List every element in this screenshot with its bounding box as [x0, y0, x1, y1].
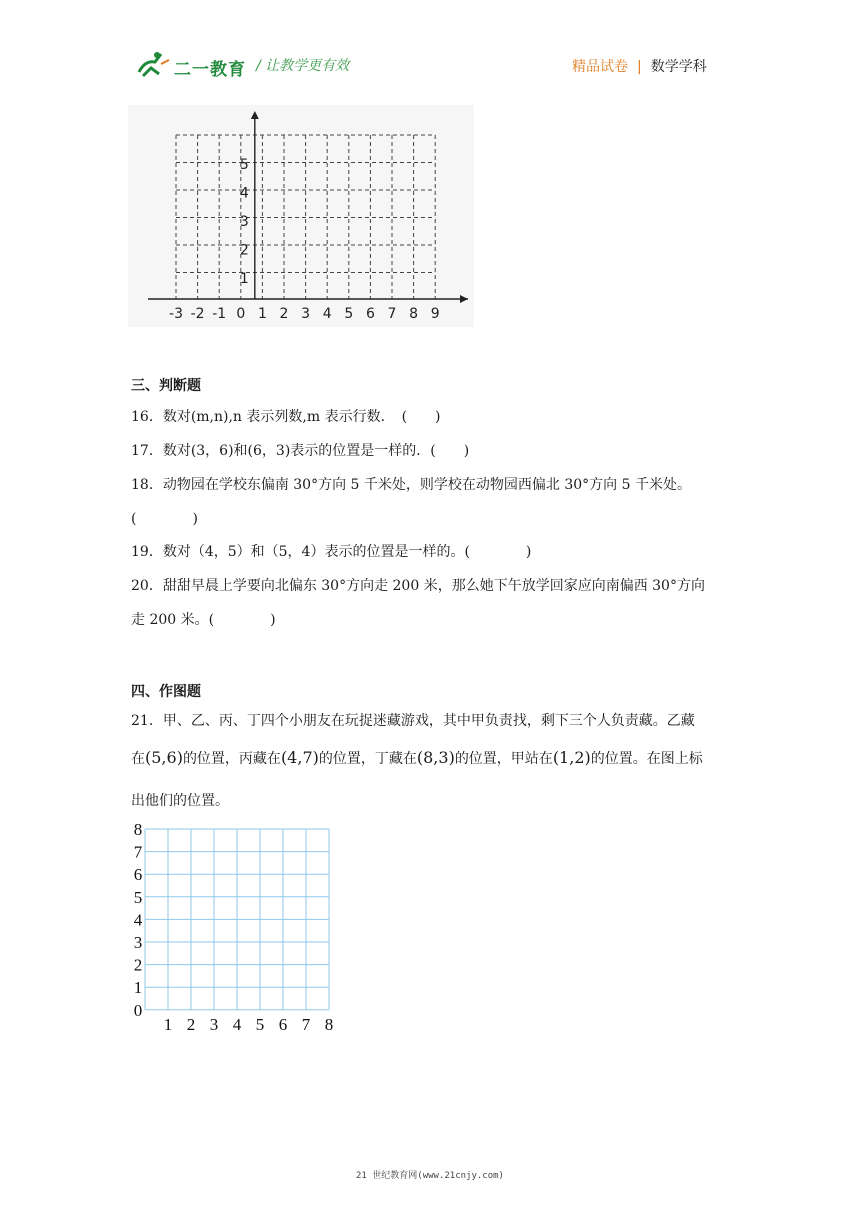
x-tick-label: 2	[186, 1014, 196, 1034]
question-21-line3: 出他们的位置。	[131, 793, 229, 809]
y-tick-label: 7	[133, 842, 143, 862]
y-tick-label: 1	[133, 978, 143, 998]
x-tick-label: 2	[279, 306, 289, 322]
page-header	[0, 0, 860, 100]
coordinate-figure-1	[128, 105, 474, 327]
x-tick-label: 7	[387, 306, 397, 322]
q21-text-1: 在	[131, 751, 145, 767]
header-separator: |	[637, 59, 642, 75]
premium-paper-label: 精品试卷	[572, 59, 628, 75]
y-tick-label: 2	[133, 955, 143, 975]
q21-text-5: 的位置。在图上标	[590, 751, 703, 767]
subject-label	[572, 56, 707, 76]
q21-pair-jia: (1,2)	[552, 748, 591, 767]
y-tick-label: 1	[239, 271, 249, 287]
q21-pair-bing: (4,7)	[280, 748, 319, 767]
logo-text: 二一教育	[174, 60, 246, 80]
question-20-cont: 走 200 米。( )	[131, 612, 276, 628]
question-18: 18．动物园在学校东偏南 30°方向 5 千米处，则学校在动物园西偏北 30°方向 5 千米处。	[131, 477, 691, 493]
section-title-judgement: 三、判断题	[131, 378, 201, 394]
subject-name: 数学学科	[650, 59, 707, 75]
x-tick-label: 1	[257, 306, 267, 322]
y-tick-label: 3	[239, 214, 249, 230]
x-tick-label: 4	[322, 306, 332, 322]
x-tick-label: 5	[255, 1014, 265, 1034]
y-tick-label: 4	[239, 185, 249, 202]
x-axis-arrow-icon	[460, 295, 468, 303]
question-18-blank: ( )	[131, 511, 198, 527]
y-tick-label: 0	[133, 1000, 143, 1020]
question-16: 16．数对(m,n),n 表示列数,m 表示行数． ( )	[131, 409, 441, 425]
coordinate-figure-2	[128, 818, 342, 1038]
y-tick-label: 4	[133, 910, 143, 930]
coordinate-grid-1	[128, 105, 474, 327]
y-tick-label: 5	[133, 887, 143, 907]
x-tick-label: -2	[190, 306, 205, 322]
x-tick-label: 8	[324, 1014, 334, 1034]
question-17: 17．数对(3，6)和(6，3)表示的位置是一样的．( )	[131, 443, 470, 459]
y-tick-label: 8	[133, 820, 143, 839]
y-tick-label: 3	[133, 933, 143, 952]
page-footer: 21 世纪教育网(www.21cnjy.com)	[356, 1171, 504, 1181]
x-tick-label: 6	[278, 1014, 288, 1034]
q21-pair-ding: (8,3)	[416, 748, 455, 767]
question-21-line2	[131, 748, 703, 768]
y-tick-label: 5	[239, 157, 249, 173]
question-19: 19．数对（4，5）和（5，4）表示的位置是一样的。( )	[131, 544, 532, 560]
section-title-drawing: 四、作图题	[131, 684, 201, 700]
x-tick-label: 7	[301, 1014, 311, 1034]
q21-pair-yi: (5,6)	[145, 748, 183, 767]
q21-text-3: 的位置，丁藏在	[318, 751, 417, 767]
x-tick-label: 3	[209, 1014, 219, 1034]
x-tick-label: 6	[365, 306, 375, 322]
x-tick-label: 4	[232, 1014, 242, 1034]
x-tick-label: 3	[301, 306, 311, 322]
y-axis-arrow-icon	[251, 111, 259, 119]
x-tick-label: 9	[430, 306, 440, 322]
x-tick-label: -3	[169, 306, 183, 322]
x-tick-label: 0	[236, 306, 246, 322]
question-21: 21．甲、乙、丙、丁四个小朋友在玩捉迷藏游戏，其中甲负责找，剩下三个人负责藏。乙藏	[131, 713, 695, 729]
y-tick-label: 2	[239, 242, 249, 259]
q21-text-2: 的位置，丙藏在	[182, 751, 281, 767]
question-20: 20．甜甜早晨上学要向北偏东 30°方向走 200 米，那么她下午放学回家应向南偏西 30°方向	[131, 578, 705, 594]
slogan: / 让教学更有效	[256, 58, 350, 74]
x-tick-label: -1	[212, 306, 227, 322]
x-tick-label: 5	[344, 306, 354, 322]
x-tick-label: 8	[409, 306, 419, 322]
coordinate-grid-2	[128, 818, 342, 1038]
x-tick-label: 1	[163, 1014, 173, 1034]
y-tick-label: 6	[133, 865, 143, 885]
q21-text-4: 的位置，甲站在	[454, 751, 553, 767]
